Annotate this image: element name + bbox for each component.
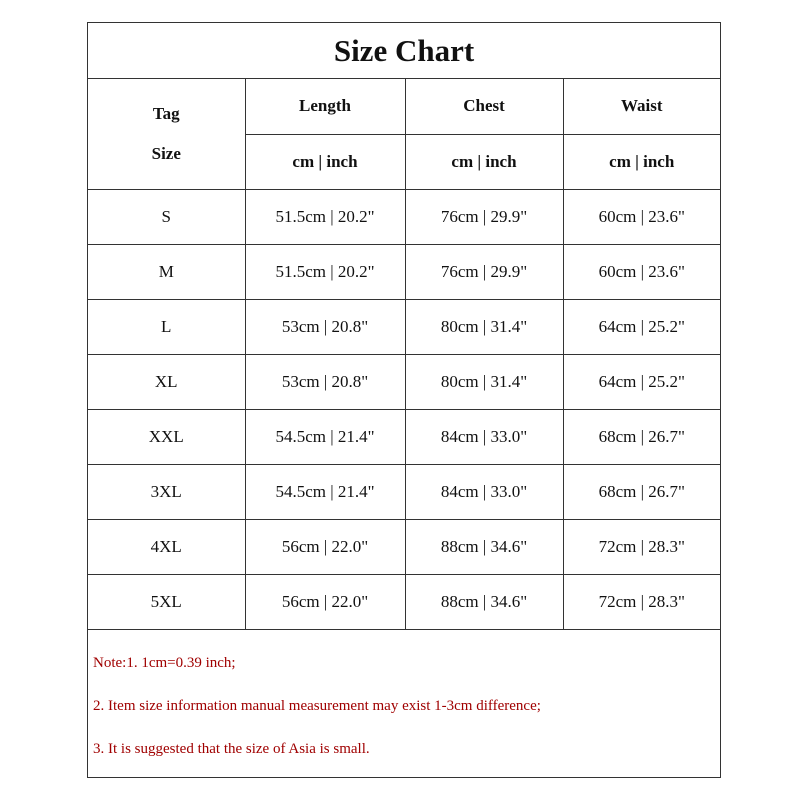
length-cell: 54.5cm | 21.4" [245,464,405,519]
waist-cell: 72cm | 28.3" [563,519,720,574]
tag-label: Tag [152,103,180,123]
size-label: Size [151,143,181,163]
waist-cell: 64cm | 25.2" [563,354,720,409]
length-cell: 51.5cm | 20.2" [245,189,405,244]
note-2: 2. Item size information manual measurement may exist 1-3cm difference; [93,697,541,714]
length-cell: 54.5cm | 21.4" [245,409,405,464]
note-1: Note:1. 1cm=0.39 inch; [93,654,236,671]
table-row [88,464,720,519]
table-row [88,409,720,464]
chest-header: Chest [405,79,563,134]
size-cell: 4XL [88,519,245,574]
note-3: 3. It is suggested that the size of Asia is small. [93,740,370,757]
waist-units: cm | inch [563,134,720,189]
chest-cell: 88cm | 34.6" [405,519,563,574]
table-row [88,574,720,629]
table-row [88,189,720,244]
size-table [88,79,720,630]
waist-cell: 68cm | 26.7" [563,409,720,464]
waist-cell: 60cm | 23.6" [563,244,720,299]
length-header: Length [245,79,405,134]
size-cell: XXL [88,409,245,464]
chest-cell: 84cm | 33.0" [405,409,563,464]
size-chart [87,22,721,778]
chest-cell: 76cm | 29.9" [405,244,563,299]
waist-header: Waist [563,79,720,134]
chest-cell: 84cm | 33.0" [405,464,563,519]
length-cell: 53cm | 20.8" [245,354,405,409]
size-cell: S [88,189,245,244]
chest-cell: 80cm | 31.4" [405,354,563,409]
size-cell: 3XL [88,464,245,519]
chest-units: cm | inch [405,134,563,189]
table-row [88,519,720,574]
length-cell: 53cm | 20.8" [245,299,405,354]
length-cell: 56cm | 22.0" [245,519,405,574]
chest-cell: 88cm | 34.6" [405,574,563,629]
size-cell: 5XL [88,574,245,629]
table-row [88,299,720,354]
size-cell: M [88,244,245,299]
length-units: cm | inch [245,134,405,189]
waist-cell: 68cm | 26.7" [563,464,720,519]
waist-cell: 72cm | 28.3" [563,574,720,629]
table-row [88,354,720,409]
chest-cell: 80cm | 31.4" [405,299,563,354]
tag-size-header [88,79,245,189]
header-row [88,79,720,134]
size-cell: L [88,299,245,354]
table-row [88,244,720,299]
size-cell: XL [88,354,245,409]
chart-title: Size Chart [88,23,720,79]
waist-cell: 64cm | 25.2" [563,299,720,354]
length-cell: 51.5cm | 20.2" [245,244,405,299]
waist-cell: 60cm | 23.6" [563,189,720,244]
notes-section [88,630,720,771]
chest-cell: 76cm | 29.9" [405,189,563,244]
length-cell: 56cm | 22.0" [245,574,405,629]
